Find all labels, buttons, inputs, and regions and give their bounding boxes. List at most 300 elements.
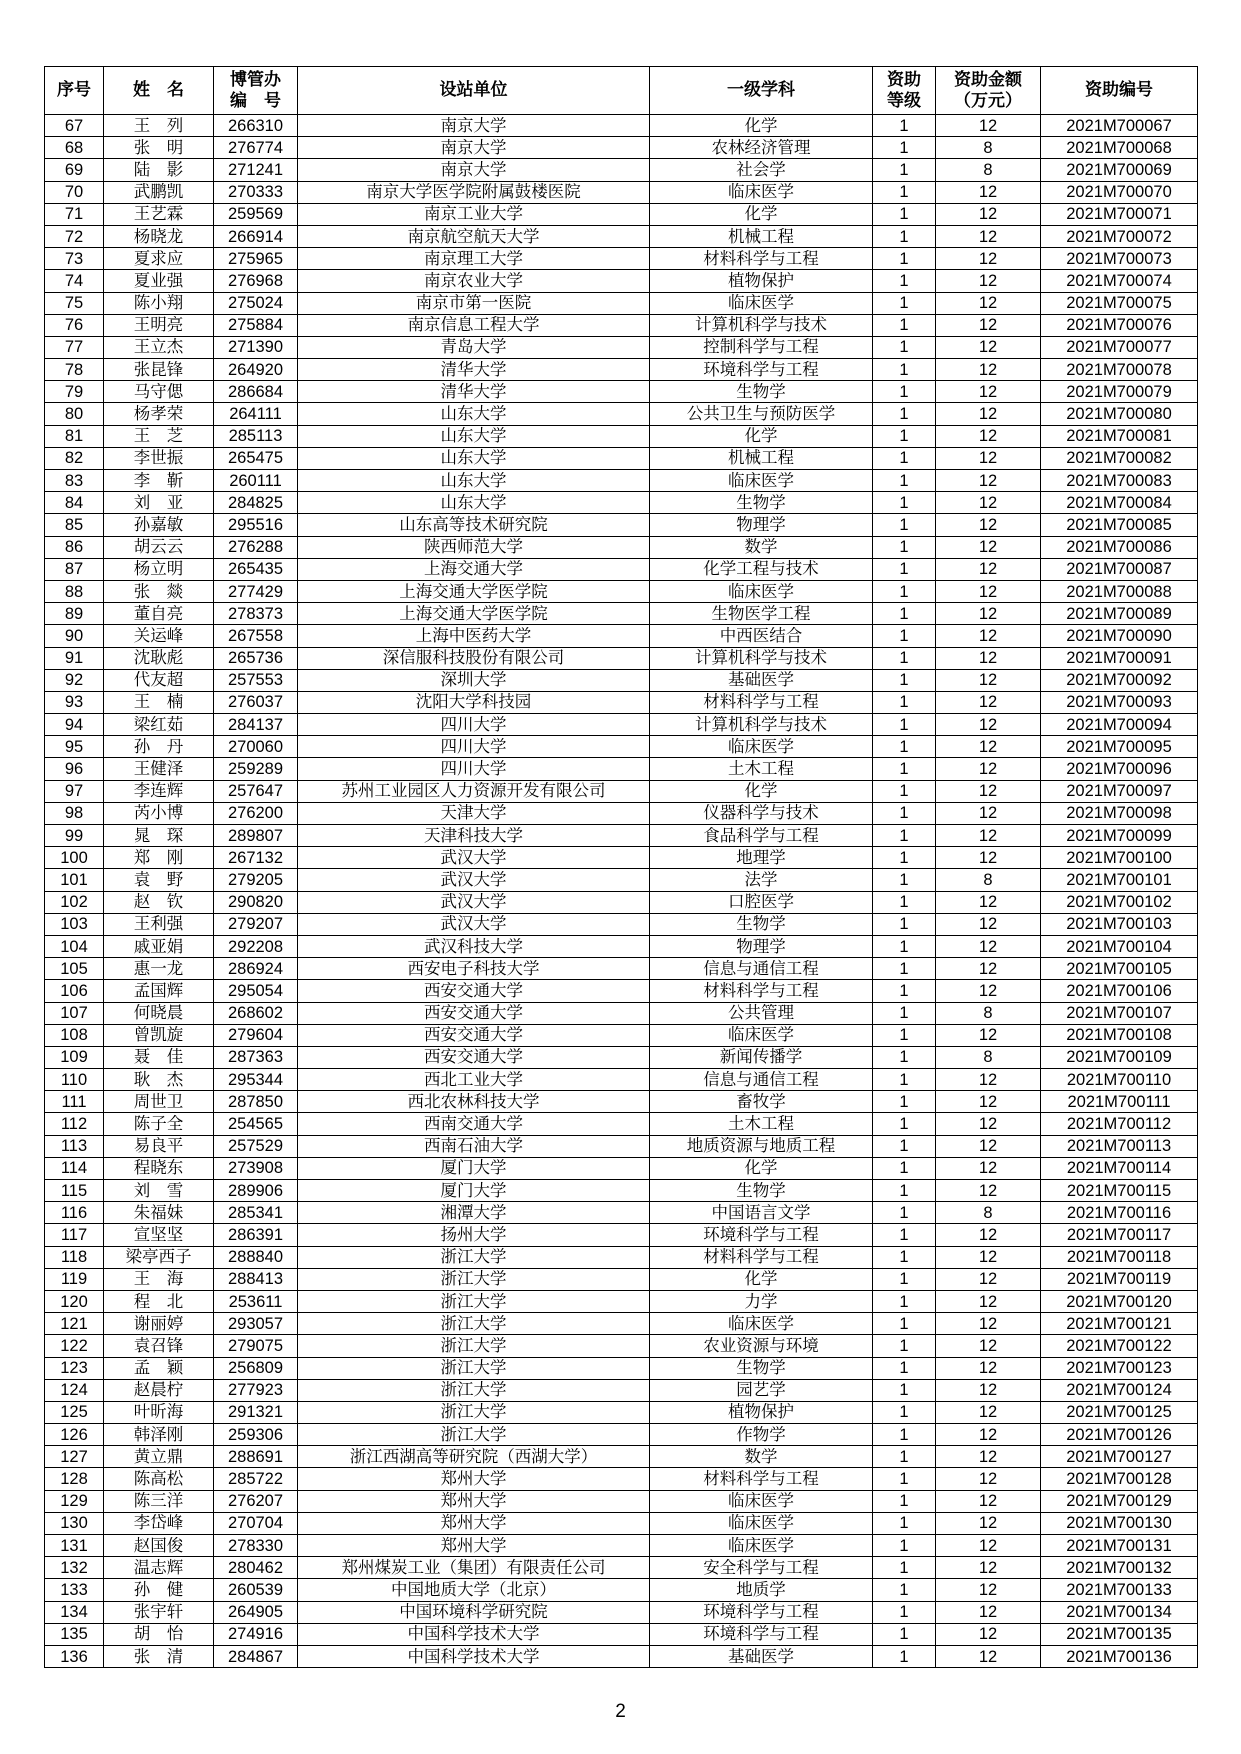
cell-name: 王利强 <box>104 913 214 935</box>
cell-institution: 郑州大学 <box>298 1468 650 1490</box>
cell-institution: 天津科技大学 <box>298 825 650 847</box>
cell-funding-level: 1 <box>873 625 936 647</box>
cell-index: 130 <box>45 1512 104 1534</box>
cell-name: 袁 野 <box>104 869 214 891</box>
cell-index: 86 <box>45 536 104 558</box>
cell-discipline: 地质学 <box>650 1579 873 1601</box>
cell-funding-id: 2021M700099 <box>1041 825 1198 847</box>
cell-admin-id: 257647 <box>214 780 298 802</box>
cell-funding-id: 2021M700115 <box>1041 1180 1198 1202</box>
cell-discipline: 环境科学与工程 <box>650 359 873 381</box>
cell-name: 杨孝荣 <box>104 403 214 425</box>
cell-index: 82 <box>45 447 104 469</box>
cell-discipline: 环境科学与工程 <box>650 1224 873 1246</box>
table-row <box>45 1135 1198 1157</box>
cell-institution: 南京市第一医院 <box>298 292 650 314</box>
cell-index: 78 <box>45 359 104 381</box>
cell-admin-id: 257529 <box>214 1135 298 1157</box>
cell-index: 89 <box>45 603 104 625</box>
cell-institution: 四川大学 <box>298 758 650 780</box>
table-row <box>45 691 1198 713</box>
cell-name: 刘 雪 <box>104 1180 214 1202</box>
cell-name: 杨立明 <box>104 558 214 580</box>
cell-index: 117 <box>45 1224 104 1246</box>
cell-admin-id: 276968 <box>214 270 298 292</box>
cell-name: 孟 颖 <box>104 1357 214 1379</box>
header-institution: 设站单位 <box>298 67 650 115</box>
cell-institution: 浙江大学 <box>298 1313 650 1335</box>
cell-name: 谢丽婷 <box>104 1313 214 1335</box>
cell-funding-amount: 12 <box>936 314 1041 336</box>
cell-funding-id: 2021M700120 <box>1041 1290 1198 1312</box>
cell-funding-amount: 12 <box>936 625 1041 647</box>
cell-admin-id: 257553 <box>214 669 298 691</box>
cell-funding-amount: 12 <box>936 1623 1041 1645</box>
table-row <box>45 647 1198 669</box>
cell-funding-amount: 12 <box>936 780 1041 802</box>
cell-funding-level: 1 <box>873 691 936 713</box>
table-row <box>45 558 1198 580</box>
cell-index: 95 <box>45 736 104 758</box>
cell-funding-amount: 12 <box>936 1357 1041 1379</box>
cell-funding-amount: 12 <box>936 336 1041 358</box>
table-row <box>45 714 1198 736</box>
cell-funding-level: 1 <box>873 181 936 203</box>
cell-funding-id: 2021M700096 <box>1041 758 1198 780</box>
cell-funding-amount: 12 <box>936 714 1041 736</box>
cell-name: 李世振 <box>104 447 214 469</box>
cell-admin-id: 285722 <box>214 1468 298 1490</box>
cell-admin-id: 276037 <box>214 691 298 713</box>
cell-funding-level: 1 <box>873 1446 936 1468</box>
cell-funding-id: 2021M700129 <box>1041 1490 1198 1512</box>
cell-index: 74 <box>45 270 104 292</box>
table-row <box>45 891 1198 913</box>
cell-funding-level: 1 <box>873 1290 936 1312</box>
cell-institution: 山东大学 <box>298 447 650 469</box>
table-row <box>45 780 1198 802</box>
cell-index: 79 <box>45 381 104 403</box>
cell-name: 赵国俊 <box>104 1535 214 1557</box>
cell-funding-level: 1 <box>873 780 936 802</box>
cell-discipline: 计算机科学与技术 <box>650 314 873 336</box>
cell-funding-amount: 8 <box>936 1046 1041 1068</box>
cell-funding-id: 2021M700098 <box>1041 802 1198 824</box>
cell-funding-amount: 8 <box>936 1202 1041 1224</box>
cell-index: 71 <box>45 203 104 225</box>
cell-funding-id: 2021M700097 <box>1041 780 1198 802</box>
cell-funding-level: 1 <box>873 714 936 736</box>
cell-admin-id: 270060 <box>214 736 298 758</box>
cell-funding-amount: 12 <box>936 1379 1041 1401</box>
cell-funding-level: 1 <box>873 1335 936 1357</box>
cell-funding-level: 1 <box>873 669 936 691</box>
cell-funding-level: 1 <box>873 225 936 247</box>
cell-institution: 南京大学 <box>298 115 650 137</box>
cell-funding-amount: 12 <box>936 536 1041 558</box>
cell-index: 127 <box>45 1446 104 1468</box>
cell-institution: 厦门大学 <box>298 1157 650 1179</box>
cell-name: 陈小翔 <box>104 292 214 314</box>
cell-funding-amount: 12 <box>936 492 1041 514</box>
cell-funding-id: 2021M700083 <box>1041 470 1198 492</box>
cell-funding-amount: 12 <box>936 1446 1041 1468</box>
cell-funding-id: 2021M700122 <box>1041 1335 1198 1357</box>
cell-funding-id: 2021M700105 <box>1041 958 1198 980</box>
cell-discipline: 计算机科学与技术 <box>650 647 873 669</box>
cell-discipline: 临床医学 <box>650 1024 873 1046</box>
cell-funding-level: 1 <box>873 1424 936 1446</box>
cell-funding-id: 2021M700100 <box>1041 847 1198 869</box>
cell-institution: 清华大学 <box>298 381 650 403</box>
table-body <box>45 115 1198 1668</box>
cell-admin-id: 288840 <box>214 1246 298 1268</box>
cell-admin-id: 288413 <box>214 1268 298 1290</box>
cell-name: 黄立鼎 <box>104 1446 214 1468</box>
cell-funding-id: 2021M700089 <box>1041 603 1198 625</box>
cell-funding-id: 2021M700106 <box>1041 980 1198 1002</box>
cell-funding-amount: 12 <box>936 1024 1041 1046</box>
cell-admin-id: 287850 <box>214 1091 298 1113</box>
cell-discipline: 中西医结合 <box>650 625 873 647</box>
cell-discipline: 园艺学 <box>650 1379 873 1401</box>
cell-discipline: 物理学 <box>650 514 873 536</box>
cell-funding-amount: 12 <box>936 514 1041 536</box>
cell-index: 106 <box>45 980 104 1002</box>
cell-funding-amount: 12 <box>936 647 1041 669</box>
table-row <box>45 1224 1198 1246</box>
cell-index: 69 <box>45 159 104 181</box>
cell-funding-amount: 12 <box>936 1645 1041 1667</box>
cell-funding-id: 2021M700101 <box>1041 869 1198 891</box>
cell-admin-id: 271390 <box>214 336 298 358</box>
cell-index: 102 <box>45 891 104 913</box>
cell-name: 王 海 <box>104 1268 214 1290</box>
cell-name: 王健泽 <box>104 758 214 780</box>
cell-funding-id: 2021M700090 <box>1041 625 1198 647</box>
cell-discipline: 土木工程 <box>650 1113 873 1135</box>
cell-admin-id: 256809 <box>214 1357 298 1379</box>
cell-funding-amount: 12 <box>936 1535 1041 1557</box>
cell-name: 武鹏凯 <box>104 181 214 203</box>
cell-institution: 上海交通大学医学院 <box>298 603 650 625</box>
cell-admin-id: 286684 <box>214 381 298 403</box>
cell-discipline: 公共管理 <box>650 1002 873 1024</box>
cell-index: 105 <box>45 958 104 980</box>
cell-funding-level: 1 <box>873 292 936 314</box>
cell-institution: 苏州工业园区人力资源开发有限公司 <box>298 780 650 802</box>
header-discipline: 一级学科 <box>650 67 873 115</box>
cell-admin-id: 295054 <box>214 980 298 1002</box>
cell-funding-id: 2021M700087 <box>1041 558 1198 580</box>
cell-funding-id: 2021M700068 <box>1041 137 1198 159</box>
cell-funding-amount: 12 <box>936 1157 1041 1179</box>
cell-funding-id: 2021M700135 <box>1041 1623 1198 1645</box>
cell-name: 孟国辉 <box>104 980 214 1002</box>
cell-name: 陆 影 <box>104 159 214 181</box>
cell-index: 120 <box>45 1290 104 1312</box>
cell-discipline: 社会学 <box>650 159 873 181</box>
cell-funding-amount: 12 <box>936 1601 1041 1623</box>
cell-funding-id: 2021M700117 <box>1041 1224 1198 1246</box>
cell-name: 沈耿彪 <box>104 647 214 669</box>
cell-funding-id: 2021M700113 <box>1041 1135 1198 1157</box>
cell-funding-level: 1 <box>873 802 936 824</box>
header-name: 姓 名 <box>104 67 214 115</box>
cell-funding-id: 2021M700067 <box>1041 115 1198 137</box>
cell-institution: 浙江西湖高等研究院（西湖大学） <box>298 1446 650 1468</box>
cell-institution: 湘潭大学 <box>298 1202 650 1224</box>
cell-discipline: 临床医学 <box>650 736 873 758</box>
cell-name: 温志辉 <box>104 1557 214 1579</box>
cell-admin-id: 276200 <box>214 802 298 824</box>
table-row <box>45 980 1198 1002</box>
table-row <box>45 1446 1198 1468</box>
cell-funding-id: 2021M700086 <box>1041 536 1198 558</box>
cell-index: 94 <box>45 714 104 736</box>
cell-admin-id: 277429 <box>214 580 298 602</box>
cell-funding-id: 2021M700070 <box>1041 181 1198 203</box>
table-row <box>45 603 1198 625</box>
table-row <box>45 514 1198 536</box>
cell-funding-id: 2021M700130 <box>1041 1512 1198 1534</box>
cell-admin-id: 295344 <box>214 1069 298 1091</box>
cell-funding-id: 2021M700094 <box>1041 714 1198 736</box>
cell-name: 王 楠 <box>104 691 214 713</box>
table-row <box>45 958 1198 980</box>
cell-funding-amount: 12 <box>936 403 1041 425</box>
table-row <box>45 536 1198 558</box>
cell-name: 周世卫 <box>104 1091 214 1113</box>
cell-name: 陈三洋 <box>104 1490 214 1512</box>
cell-institution: 南京大学医学院附属鼓楼医院 <box>298 181 650 203</box>
cell-funding-level: 1 <box>873 359 936 381</box>
cell-name: 韩泽刚 <box>104 1424 214 1446</box>
cell-index: 96 <box>45 758 104 780</box>
cell-institution: 西安交通大学 <box>298 1024 650 1046</box>
cell-admin-id: 290820 <box>214 891 298 913</box>
cell-admin-id: 275884 <box>214 314 298 336</box>
cell-admin-id: 273908 <box>214 1157 298 1179</box>
cell-admin-id: 285341 <box>214 1202 298 1224</box>
cell-funding-level: 1 <box>873 203 936 225</box>
cell-institution: 浙江大学 <box>298 1268 650 1290</box>
cell-index: 97 <box>45 780 104 802</box>
cell-discipline: 农林经济管理 <box>650 137 873 159</box>
cell-name: 马守偲 <box>104 381 214 403</box>
table-row <box>45 1579 1198 1601</box>
cell-index: 92 <box>45 669 104 691</box>
cell-funding-id: 2021M700136 <box>1041 1645 1198 1667</box>
cell-name: 孙 丹 <box>104 736 214 758</box>
cell-funding-level: 1 <box>873 1268 936 1290</box>
cell-discipline: 控制科学与工程 <box>650 336 873 358</box>
cell-funding-id: 2021M700103 <box>1041 913 1198 935</box>
table-row <box>45 1113 1198 1135</box>
cell-institution: 上海交通大学 <box>298 558 650 580</box>
cell-discipline: 材料科学与工程 <box>650 1246 873 1268</box>
cell-funding-level: 1 <box>873 248 936 270</box>
cell-funding-amount: 12 <box>936 1290 1041 1312</box>
cell-funding-amount: 12 <box>936 958 1041 980</box>
cell-funding-amount: 12 <box>936 891 1041 913</box>
cell-funding-level: 1 <box>873 1046 936 1068</box>
cell-name: 戚亚娟 <box>104 935 214 957</box>
cell-admin-id: 278330 <box>214 1535 298 1557</box>
cell-funding-level: 1 <box>873 736 936 758</box>
cell-name: 何晓晨 <box>104 1002 214 1024</box>
cell-funding-level: 1 <box>873 1135 936 1157</box>
cell-funding-level: 1 <box>873 403 936 425</box>
cell-name: 王明亮 <box>104 314 214 336</box>
cell-admin-id: 279604 <box>214 1024 298 1046</box>
header-funding-level: 资助 等级 <box>873 67 936 115</box>
cell-institution: 西安交通大学 <box>298 980 650 1002</box>
cell-funding-id: 2021M700133 <box>1041 1579 1198 1601</box>
cell-name: 郑 刚 <box>104 847 214 869</box>
cell-funding-level: 1 <box>873 115 936 137</box>
cell-admin-id: 289807 <box>214 825 298 847</box>
cell-name: 梁亭西子 <box>104 1246 214 1268</box>
cell-institution: 山东大学 <box>298 470 650 492</box>
table-row <box>45 1069 1198 1091</box>
cell-admin-id: 280462 <box>214 1557 298 1579</box>
cell-index: 109 <box>45 1046 104 1068</box>
cell-institution: 南京航空航天大学 <box>298 225 650 247</box>
cell-institution: 武汉大学 <box>298 847 650 869</box>
cell-funding-level: 1 <box>873 1113 936 1135</box>
cell-institution: 山东大学 <box>298 403 650 425</box>
cell-funding-level: 1 <box>873 492 936 514</box>
cell-funding-level: 1 <box>873 336 936 358</box>
cell-funding-id: 2021M700131 <box>1041 1535 1198 1557</box>
cell-institution: 武汉大学 <box>298 913 650 935</box>
cell-institution: 西北农林科技大学 <box>298 1091 650 1113</box>
cell-name: 张 清 <box>104 1645 214 1667</box>
cell-name: 芮小博 <box>104 802 214 824</box>
cell-funding-level: 1 <box>873 1246 936 1268</box>
cell-funding-amount: 12 <box>936 1246 1041 1268</box>
table-row <box>45 225 1198 247</box>
cell-funding-id: 2021M700121 <box>1041 1313 1198 1335</box>
cell-index: 73 <box>45 248 104 270</box>
cell-funding-level: 1 <box>873 1468 936 1490</box>
cell-discipline: 材料科学与工程 <box>650 1468 873 1490</box>
cell-admin-id: 259306 <box>214 1424 298 1446</box>
cell-admin-id: 264920 <box>214 359 298 381</box>
cell-name: 杨晓龙 <box>104 225 214 247</box>
cell-funding-level: 1 <box>873 425 936 447</box>
funding-table-container <box>44 66 1197 1668</box>
cell-admin-id: 268602 <box>214 1002 298 1024</box>
cell-institution: 扬州大学 <box>298 1224 650 1246</box>
cell-discipline: 机械工程 <box>650 225 873 247</box>
cell-funding-level: 1 <box>873 1180 936 1202</box>
cell-funding-level: 1 <box>873 1557 936 1579</box>
table-row <box>45 181 1198 203</box>
cell-institution: 南京大学 <box>298 159 650 181</box>
cell-funding-amount: 12 <box>936 381 1041 403</box>
cell-discipline: 生物医学工程 <box>650 603 873 625</box>
cell-funding-level: 1 <box>873 1379 936 1401</box>
cell-admin-id: 267132 <box>214 847 298 869</box>
cell-institution: 沈阳大学科技园 <box>298 691 650 713</box>
table-row <box>45 847 1198 869</box>
cell-funding-id: 2021M700128 <box>1041 1468 1198 1490</box>
cell-admin-id: 271241 <box>214 159 298 181</box>
cell-funding-id: 2021M700088 <box>1041 580 1198 602</box>
cell-admin-id: 266914 <box>214 225 298 247</box>
cell-funding-level: 1 <box>873 447 936 469</box>
cell-index: 103 <box>45 913 104 935</box>
cell-index: 90 <box>45 625 104 647</box>
cell-discipline: 信息与通信工程 <box>650 1069 873 1091</box>
cell-discipline: 信息与通信工程 <box>650 958 873 980</box>
cell-institution: 浙江大学 <box>298 1401 650 1423</box>
table-row <box>45 802 1198 824</box>
table-row <box>45 403 1198 425</box>
cell-institution: 浙江大学 <box>298 1246 650 1268</box>
cell-funding-amount: 12 <box>936 935 1041 957</box>
cell-name: 张 明 <box>104 137 214 159</box>
cell-discipline: 临床医学 <box>650 1313 873 1335</box>
cell-institution: 上海中医药大学 <box>298 625 650 647</box>
cell-admin-id: 286924 <box>214 958 298 980</box>
cell-index: 116 <box>45 1202 104 1224</box>
cell-funding-id: 2021M700092 <box>1041 669 1198 691</box>
table-row <box>45 1268 1198 1290</box>
cell-funding-level: 1 <box>873 1069 936 1091</box>
cell-discipline: 计算机科学与技术 <box>650 714 873 736</box>
cell-index: 135 <box>45 1623 104 1645</box>
cell-discipline: 植物保护 <box>650 270 873 292</box>
cell-discipline: 物理学 <box>650 935 873 957</box>
cell-discipline: 临床医学 <box>650 181 873 203</box>
cell-admin-id: 265736 <box>214 647 298 669</box>
cell-funding-amount: 12 <box>936 203 1041 225</box>
cell-discipline: 生物学 <box>650 1180 873 1202</box>
cell-funding-level: 1 <box>873 1002 936 1024</box>
header-funding-amount: 资助金额 （万元） <box>936 67 1041 115</box>
cell-admin-id: 291321 <box>214 1401 298 1423</box>
cell-institution: 南京理工大学 <box>298 248 650 270</box>
table-row <box>45 1623 1198 1645</box>
cell-institution: 青岛大学 <box>298 336 650 358</box>
cell-funding-amount: 12 <box>936 1335 1041 1357</box>
cell-index: 136 <box>45 1645 104 1667</box>
cell-funding-level: 1 <box>873 580 936 602</box>
cell-funding-id: 2021M700116 <box>1041 1202 1198 1224</box>
cell-index: 101 <box>45 869 104 891</box>
table-row <box>45 492 1198 514</box>
cell-index: 77 <box>45 336 104 358</box>
cell-index: 76 <box>45 314 104 336</box>
cell-name: 赵晨柠 <box>104 1379 214 1401</box>
cell-funding-amount: 12 <box>936 115 1041 137</box>
cell-index: 134 <box>45 1601 104 1623</box>
cell-index: 111 <box>45 1091 104 1113</box>
cell-funding-amount: 12 <box>936 736 1041 758</box>
cell-funding-id: 2021M700134 <box>1041 1601 1198 1623</box>
table-row <box>45 1557 1198 1579</box>
cell-admin-id: 264111 <box>214 403 298 425</box>
table-row <box>45 1601 1198 1623</box>
cell-funding-amount: 12 <box>936 248 1041 270</box>
cell-admin-id: 284867 <box>214 1645 298 1667</box>
cell-funding-amount: 12 <box>936 1135 1041 1157</box>
cell-index: 122 <box>45 1335 104 1357</box>
cell-funding-id: 2021M700078 <box>1041 359 1198 381</box>
